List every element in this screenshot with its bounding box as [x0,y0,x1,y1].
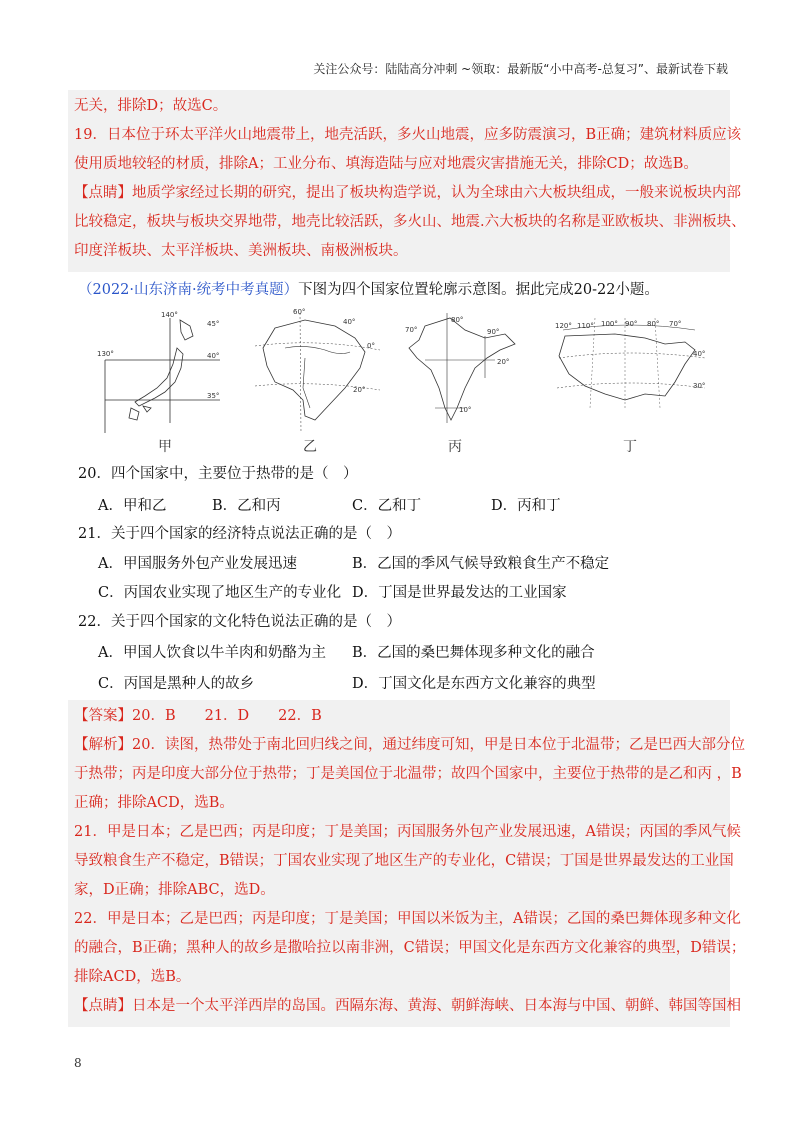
tick-label: 40° [207,352,220,360]
question-20-option-c: C．乙和丁 [352,498,422,514]
tick-label: 70° [405,326,418,334]
question-22-option-c: C．丙国是黑种人的故乡 [98,676,255,692]
question-21-option-c: C．丙国农业实现了地区生产的专业化 [98,585,342,601]
map-jia [95,308,235,458]
question-21-option-b: B．乙国的季风气候导致粮食生产不稳定 [352,556,610,572]
question-20-option-a: A．甲和乙 [98,498,167,514]
tick-label: 140° [161,311,178,319]
text-line: 印度洋板块、太平洋板块、美洲板块、南极洲板块。 [74,243,408,259]
tick-label: 35° [207,392,220,400]
text-line: 的融合，B正确；黑种人的故乡是撒哈拉以南非洲，C错误；甲国文化是东西方文化兼容的典型，D错误； [74,940,746,956]
explanation-block-top [68,90,746,272]
map-label-yi: 乙 [303,439,317,455]
intro-text: 下图为四个国家位置轮廓示意图。据此完成20-22小题。 [298,282,659,298]
tick-label: 60° [293,308,306,316]
question-22-option-b: B．乙国的桑巴舞体现多种文化的融合 [352,645,595,661]
tick-label: 80° [451,316,464,324]
tick-label: 100° [601,320,618,328]
question-20-stem: 20．四个国家中，主要位于热带的是（ ） [78,466,358,482]
tick-label: 80° [647,320,660,328]
question-20-option-b: B．乙和丙 [212,498,281,514]
brazil-outline-map [245,308,385,438]
tick-label: 10° [459,406,472,414]
text-line: 19．日本位于环太平洋火山地震带上，地壳活跃，多火山地震，应多防震演习，B正确；建筑材料质应该 [74,127,742,143]
map-yi [245,308,385,458]
answer-line: 【答案】20．B 21．D 22．B [74,708,322,724]
tick-label: 90° [625,320,638,328]
answer-explanation-block [68,700,746,1027]
india-outline-map [395,308,535,438]
question-22-option-a: A．甲国人饮食以牛羊肉和奶酪为主 [98,645,326,661]
tick-label: 45° [207,320,220,328]
tick-label: 20° [353,386,366,394]
text-line: 于热带；丙是印度大部分位于热带；丁是美国位于北温带；故四个国家中，主要位于热带的是乙和丙 ，B [74,766,742,782]
text-line: 排除ACD，选B。 [74,969,191,985]
text-line: 【点睛】日本是一个太平洋西岸的岛国。西隔东海、黄海、朝鲜海峡、日本海与中国、朝鲜、韩国等国相 [74,998,741,1014]
text-line: 21．甲是日本；乙是巴西；丙是印度；丁是美国；丙国服务外包产业发展迅速，A错误；丙国的季风气候 [74,824,741,840]
map-ding [545,308,715,458]
japan-outline-map [95,308,235,438]
tick-label: 130° [97,350,114,358]
country-maps-figure [95,308,715,458]
question-21-option-d: D．丁国是世界最发达的工业国家 [352,585,567,601]
tick-label: 90° [487,328,500,336]
map-label-bing: 丙 [448,439,462,455]
question-source: （2022·山东济南·统考中考真题） [78,282,299,298]
text-line: 导致粮食生产不稳定，B错误；丁国农业实现了地区生产的专业化，C错误；丁国是世界最发达的工业国 [74,853,734,869]
map-label-ding: 丁 [623,439,637,455]
tick-label: 40° [343,318,356,326]
tick-label: 110° [577,322,594,330]
page-header: 关注公众号：陆陆高分冲刺 ~领取：最新版“小中高考-总复习”、最新试卷下载 [313,62,728,76]
map-label-jia: 甲 [158,439,172,455]
text-line: 比较稳定，板块与板块交界地带，地壳比较活跃，多火山、地震.六大板块的名称是亚欧板块、非洲板块、 [74,214,746,230]
tick-label: 70° [669,320,682,328]
question-22-option-d: D．丁国文化是东西方文化兼容的典型 [352,676,596,692]
question-20-option-d: D．丙和丁 [491,498,561,514]
question-intro [78,276,659,305]
tick-label: 20° [497,358,510,366]
question-21-option-a: A．甲国服务外包产业发展迅速 [98,556,297,572]
question-22-stem: 22．关于四个国家的文化特色说法正确的是（ ） [78,614,401,630]
usa-outline-map [545,308,715,438]
text-line: 【点睛】地质学家经过长期的研究，提出了板块构造学说，认为全球由六大板块组成，一般来说板块内部 [74,185,741,201]
text-line: 无关，排除D；故选C。 [74,98,228,114]
text-line: 使用质地较轻的材质，排除A；工业分布、填海造陆与应对地震灾害措施无关，排除CD；故选B。 [74,156,698,172]
text-line: 22．甲是日本；乙是巴西；丙是印度；丁是美国；甲国以米饭为主，A错误；乙国的桑巴舞体现多种文化 [74,911,741,927]
text-line: 【解析】20．读图，热带处于南北回归线之间，通过纬度可知，甲是日本位于北温带；乙是巴西大部分位 [74,737,745,753]
map-bing [395,308,535,458]
question-21-stem: 21．关于四个国家的经济特点说法正确的是（ ） [78,526,401,542]
text-line: 正确；排除ACD，选B。 [74,795,234,811]
page-number: 8 [74,1056,82,1070]
tick-label: 30° [693,382,706,390]
tick-label: 40° [693,350,706,358]
tick-label: 120° [555,322,572,330]
text-line: 家，D正确；排除ABC，选D。 [74,882,275,898]
tick-label: 0° [367,342,375,350]
